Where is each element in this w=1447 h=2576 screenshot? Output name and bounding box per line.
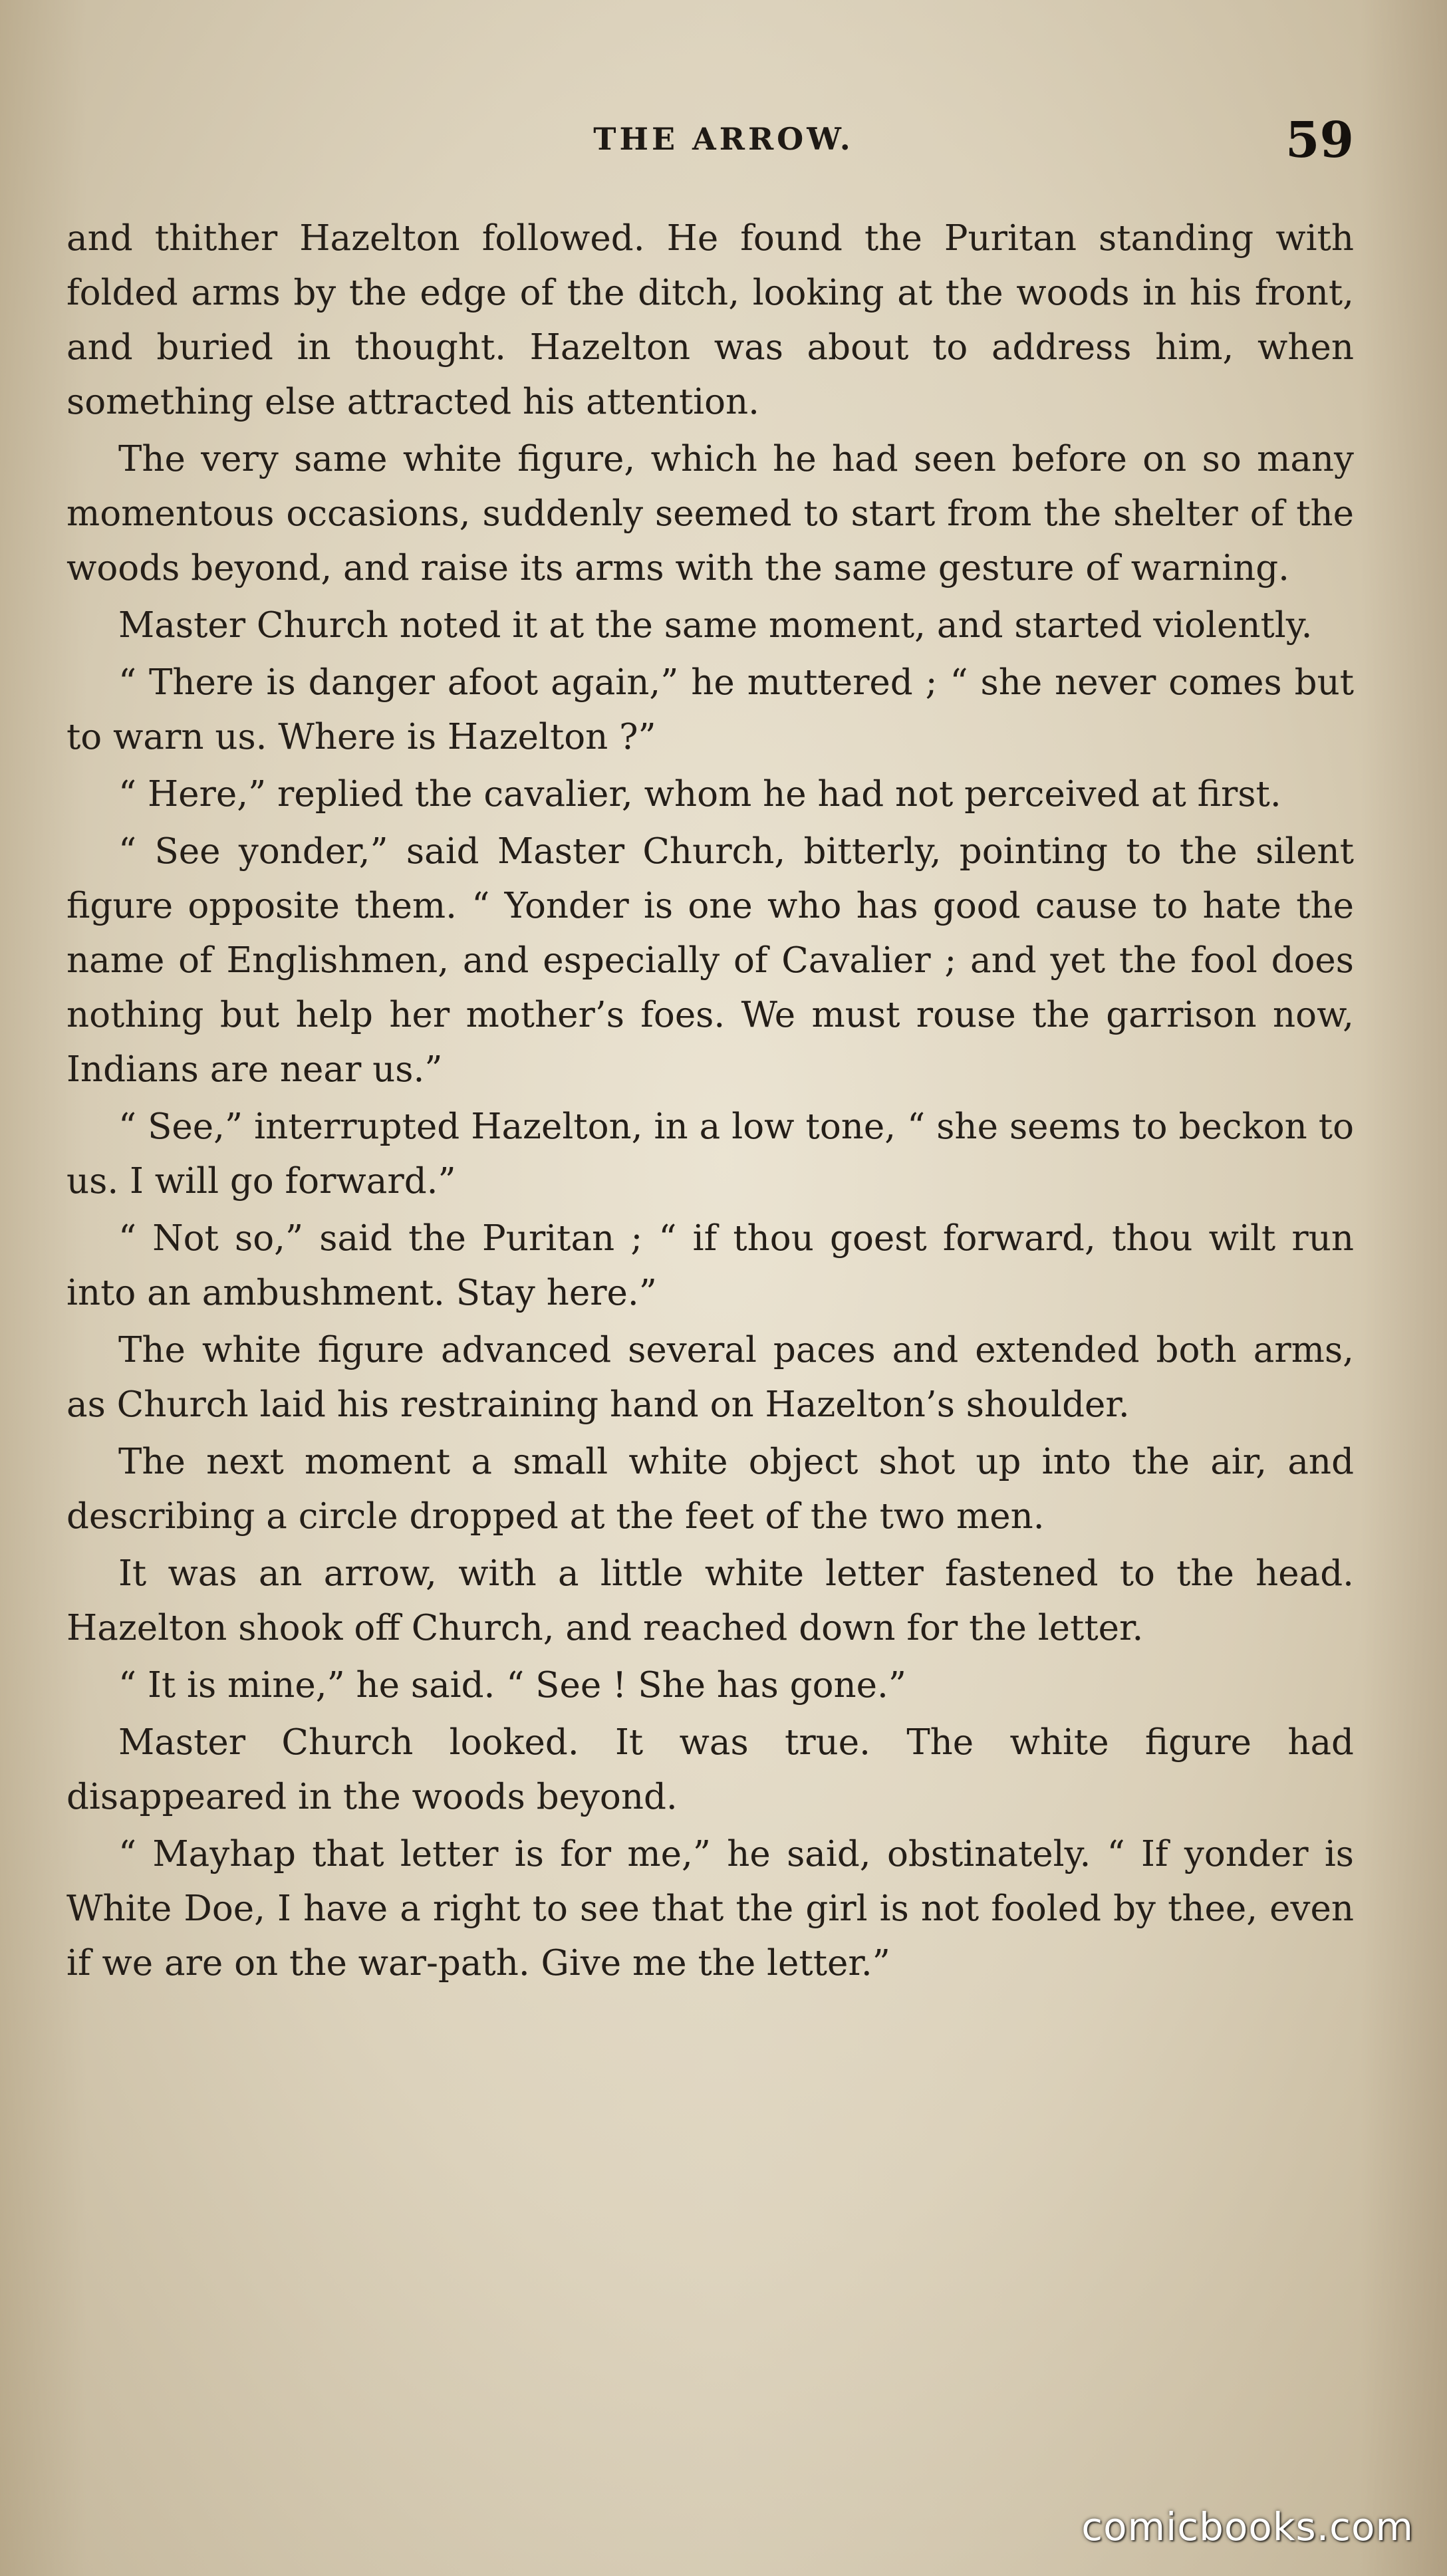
paragraph: Master Church looked. It was true. The white figure had disappeared in the woods beyond. bbox=[66, 1722, 1354, 1817]
paragraph: and thither Hazelton followed. He found the Puritan standing with folded arms by the edge of the ditch, looking at the woods in his front, and buried in thought. Hazelton was about to address him, when something else attracted his attention. bbox=[66, 218, 1354, 422]
paragraph: “ It is mine,” he said. “ See ! She has gone.” bbox=[118, 1665, 906, 1706]
paragraph: “ See,” interrupted Hazelton, in a low tone, “ she seems to beckon to us. I will go forward.” bbox=[66, 1106, 1354, 1202]
paragraph: The next moment a small white object shot up into the air, and describing a circle dropped at the feet of the two men. bbox=[66, 1442, 1354, 1537]
paragraph: “ Mayhap that letter is for me,” he said, obstinately. “ If yonder is White Doe, I have a right to see that the girl is not fooled by thee, even if we are on the war-path. Give me the letter.” bbox=[66, 1834, 1354, 1984]
paragraph: “ Here,” replied the cavalier, whom he had not perceived at first. bbox=[118, 774, 1281, 815]
paragraph: Master Church noted it at the same moment, and started violently. bbox=[118, 605, 1313, 646]
paragraph: The very same white figure, which he had seen before on so many momentous occasions, suddenly seemed to start from the shelter of the woods beyond, and raise its arms with the same gesture of warning. bbox=[66, 439, 1354, 588]
paragraph: The white figure advanced several paces and extended both arms, as Church laid his restraining hand on Hazelton’s shoulder. bbox=[66, 1330, 1354, 1425]
paragraph: “ Not so,” said the Puritan ; “ if thou goest forward, thou wilt run into an ambushment. Stay here.” bbox=[66, 1218, 1354, 1313]
page-header bbox=[0, 112, 1447, 172]
page-number: 59 bbox=[1285, 112, 1354, 169]
body-text bbox=[66, 211, 1354, 1994]
running-title: THE ARROW. bbox=[593, 121, 854, 157]
paragraph: “ There is danger afoot again,” he muttered ; “ she never comes but to warn us. Where is Hazelton ?” bbox=[66, 662, 1354, 757]
paragraph: It was an arrow, with a little white letter fastened to the head. Hazelton shook off Church, and reached down for the letter. bbox=[66, 1553, 1354, 1648]
paragraph: “ See yonder,” said Master Church, bitterly, pointing to the silent figure opposite them. “ Yonder is one who has good cause to hate the name of Englishmen, and especially of Cavalier ; and yet the fool does nothing but help her mother’s foes. We must rouse the garrison now, Indians are near us.” bbox=[66, 831, 1354, 1090]
watermark: comicbooks.com bbox=[1081, 2504, 1414, 2549]
